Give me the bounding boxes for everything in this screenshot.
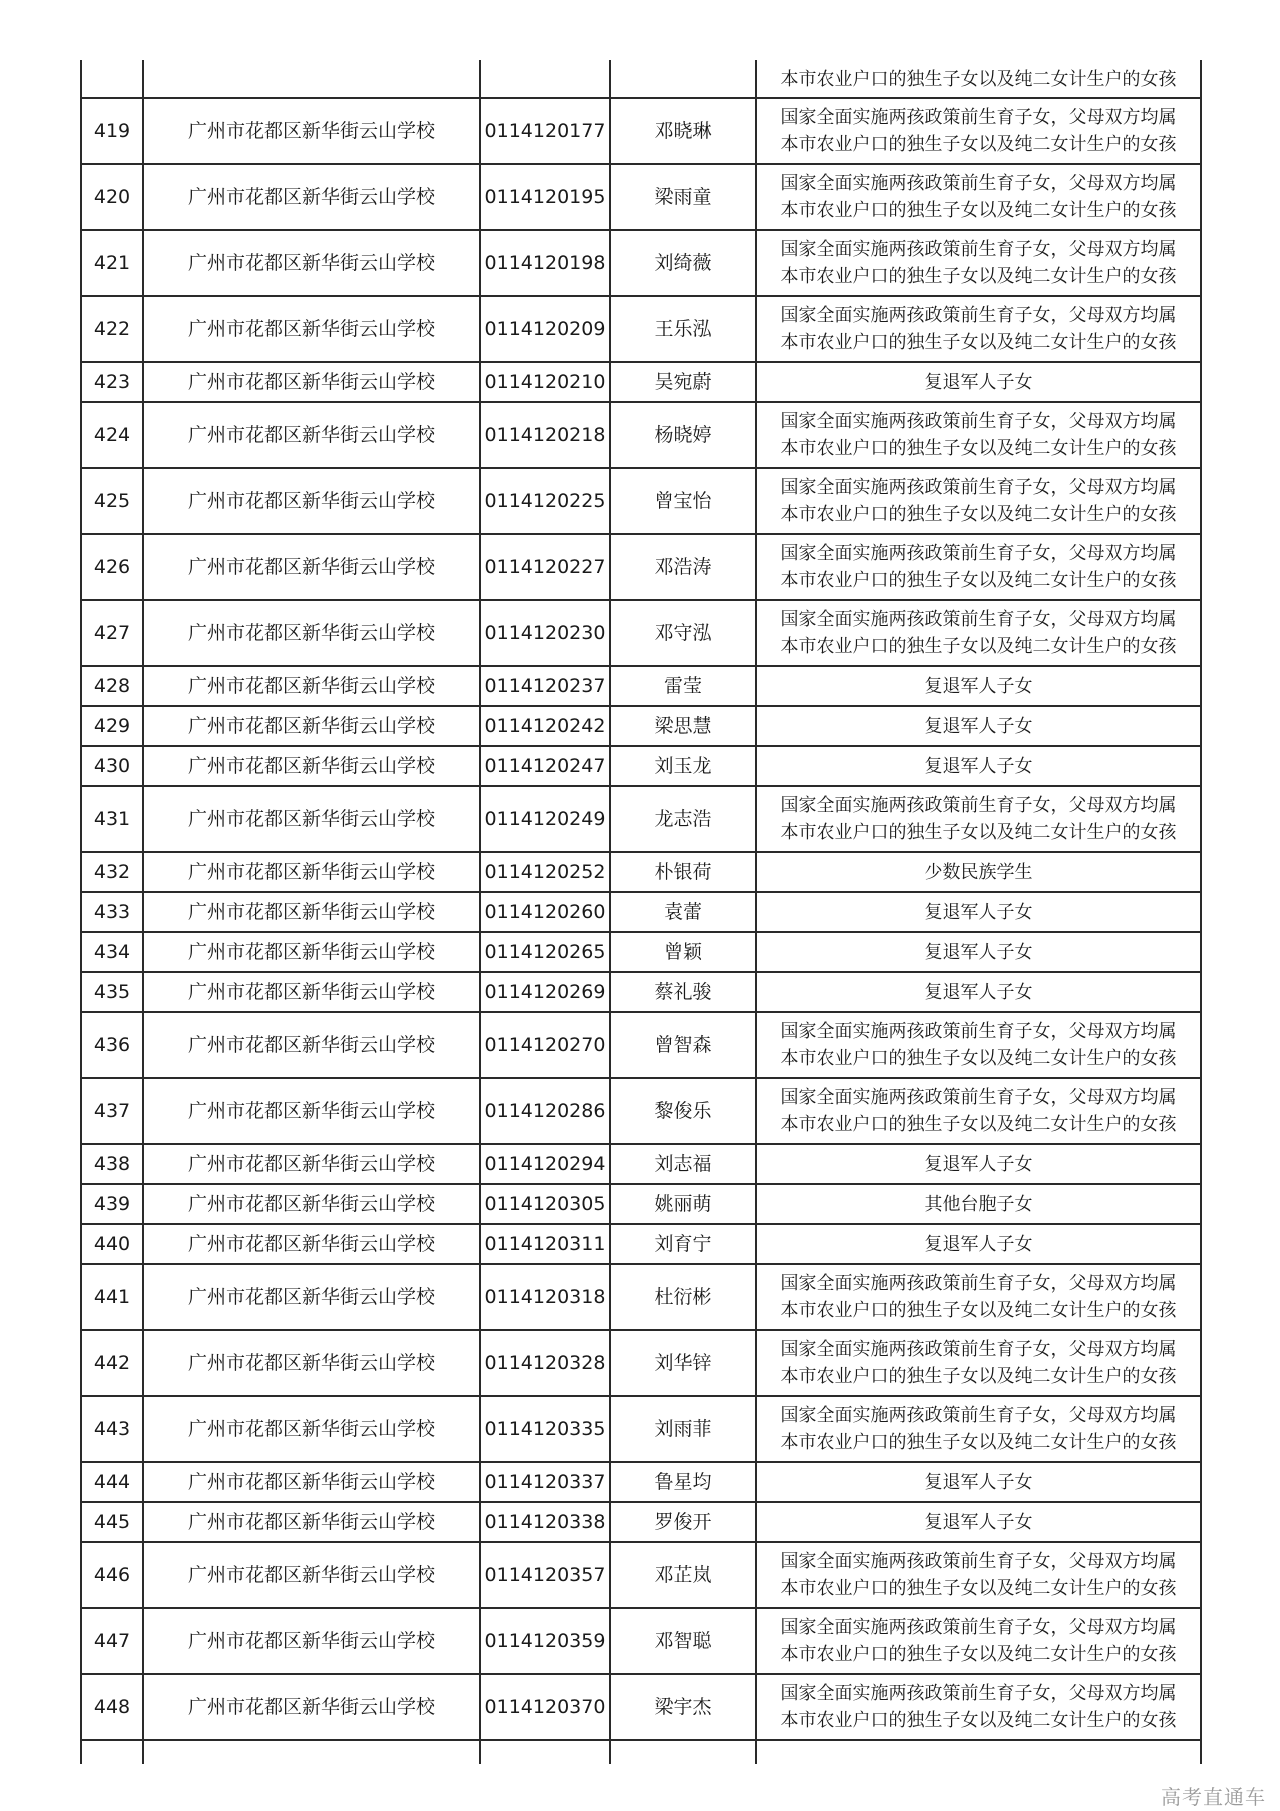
cell-category bbox=[756, 230, 1201, 296]
category-line: 本市农业户口的独生子女以及纯二女计生户的女孩 bbox=[780, 1644, 1177, 1665]
table-row bbox=[81, 164, 1201, 230]
cell-no: 438 bbox=[81, 1144, 143, 1184]
cell-school: 广州市花都区新华街云山学校 bbox=[143, 666, 480, 706]
cell-name: 曾宝怡 bbox=[610, 468, 756, 534]
cell-no: 426 bbox=[81, 534, 143, 600]
cell-no: 442 bbox=[81, 1330, 143, 1396]
category-line: 本市农业户口的独生子女以及纯二女计生户的女孩 bbox=[780, 822, 1177, 843]
cell-category bbox=[756, 600, 1201, 666]
cell-id: 0114120270 bbox=[480, 1012, 610, 1078]
watermark-text: 高考直通车 bbox=[1161, 1785, 1266, 1809]
category-line: 复退军人子女 bbox=[924, 1153, 1033, 1175]
cell-id: 0114120305 bbox=[480, 1184, 610, 1224]
cell-category bbox=[756, 1462, 1201, 1502]
category-line: 本市农业户口的独生子女以及纯二女计生户的女孩 bbox=[780, 69, 1177, 90]
cell-name: 鲁星均 bbox=[610, 1462, 756, 1502]
cell-category bbox=[756, 1224, 1201, 1264]
cell-no: 428 bbox=[81, 666, 143, 706]
table-row bbox=[81, 600, 1201, 666]
cell-name: 刘志福 bbox=[610, 1144, 756, 1184]
cell-category bbox=[756, 534, 1201, 600]
cell-category bbox=[756, 1740, 1201, 1764]
cell-school: 广州市花都区新华街云山学校 bbox=[143, 706, 480, 746]
table-row bbox=[81, 1674, 1201, 1740]
cell-id: 0114120210 bbox=[480, 362, 610, 402]
category-line: 本市农业户口的独生子女以及纯二女计生户的女孩 bbox=[780, 438, 1177, 459]
cell-category bbox=[756, 1542, 1201, 1608]
table-row bbox=[81, 468, 1201, 534]
cell-school: 广州市花都区新华街云山学校 bbox=[143, 892, 480, 932]
cell-school: 广州市花都区新华街云山学校 bbox=[143, 402, 480, 468]
table-row bbox=[81, 666, 1201, 706]
cell-no: 445 bbox=[81, 1502, 143, 1542]
cell-id: 0114120286 bbox=[480, 1078, 610, 1144]
category-line: 国家全面实施两孩政策前生育子女，父母双方均属 bbox=[780, 305, 1177, 326]
cell-category bbox=[756, 1144, 1201, 1184]
category-line: 本市农业户口的独生子女以及纯二女计生户的女孩 bbox=[780, 1578, 1177, 1599]
category-line: 复退军人子女 bbox=[924, 675, 1033, 697]
table-row bbox=[81, 1542, 1201, 1608]
cell-id: 0114120252 bbox=[480, 852, 610, 892]
category-line: 复退军人子女 bbox=[924, 1233, 1033, 1255]
cell-school bbox=[143, 60, 480, 98]
cell-no: 420 bbox=[81, 164, 143, 230]
category-line: 国家全面实施两孩政策前生育子女，父母双方均属 bbox=[780, 795, 1177, 816]
cell-school: 广州市花都区新华街云山学校 bbox=[143, 1330, 480, 1396]
cell-school: 广州市花都区新华街云山学校 bbox=[143, 1462, 480, 1502]
table-row bbox=[81, 706, 1201, 746]
table-row bbox=[81, 1502, 1201, 1542]
category-line: 国家全面实施两孩政策前生育子女，父母双方均属 bbox=[780, 239, 1177, 260]
cell-id: 0114120294 bbox=[480, 1144, 610, 1184]
cell-no: 441 bbox=[81, 1264, 143, 1330]
cell-category bbox=[756, 1330, 1201, 1396]
category-line: 本市农业户口的独生子女以及纯二女计生户的女孩 bbox=[780, 1366, 1177, 1387]
category-line: 本市农业户口的独生子女以及纯二女计生户的女孩 bbox=[780, 636, 1177, 657]
table-row bbox=[81, 402, 1201, 468]
cell-school: 广州市花都区新华街云山学校 bbox=[143, 468, 480, 534]
table-row bbox=[81, 786, 1201, 852]
category-line: 国家全面实施两孩政策前生育子女，父母双方均属 bbox=[780, 107, 1177, 128]
cell-no: 437 bbox=[81, 1078, 143, 1144]
category-line: 国家全面实施两孩政策前生育子女，父母双方均属 bbox=[780, 411, 1177, 432]
cell-school: 广州市花都区新华街云山学校 bbox=[143, 362, 480, 402]
category-line: 国家全面实施两孩政策前生育子女，父母双方均属 bbox=[780, 1087, 1177, 1108]
cell-id: 0114120198 bbox=[480, 230, 610, 296]
cell-name: 邓浩涛 bbox=[610, 534, 756, 600]
cell-id: 0114120337 bbox=[480, 1462, 610, 1502]
category-line: 本市农业户口的独生子女以及纯二女计生户的女孩 bbox=[780, 134, 1177, 155]
cell-id: 0114120335 bbox=[480, 1396, 610, 1462]
category-line: 本市农业户口的独生子女以及纯二女计生户的女孩 bbox=[780, 504, 1177, 525]
category-line: 复退军人子女 bbox=[924, 371, 1033, 393]
cell-no: 434 bbox=[81, 932, 143, 972]
cell-name: 梁思慧 bbox=[610, 706, 756, 746]
category-line: 国家全面实施两孩政策前生育子女，父母双方均属 bbox=[780, 1273, 1177, 1294]
cell-name: 刘雨菲 bbox=[610, 1396, 756, 1462]
table-row bbox=[81, 362, 1201, 402]
cell-id: 0114120209 bbox=[480, 296, 610, 362]
cell-no: 440 bbox=[81, 1224, 143, 1264]
cell-no: 433 bbox=[81, 892, 143, 932]
cell-name bbox=[610, 60, 756, 98]
cell-id: 0114120195 bbox=[480, 164, 610, 230]
cell-category bbox=[756, 296, 1201, 362]
category-line: 本市农业户口的独生子女以及纯二女计生户的女孩 bbox=[780, 1048, 1177, 1069]
category-line: 本市农业户口的独生子女以及纯二女计生户的女孩 bbox=[780, 332, 1177, 353]
cell-id: 0114120242 bbox=[480, 706, 610, 746]
category-line: 少数民族学生 bbox=[924, 861, 1033, 883]
cell-name: 曾颖 bbox=[610, 932, 756, 972]
cell-school: 广州市花都区新华街云山学校 bbox=[143, 1674, 480, 1740]
cell-name: 邓守泓 bbox=[610, 600, 756, 666]
cell-no: 430 bbox=[81, 746, 143, 786]
table-row-continued bbox=[81, 1740, 1201, 1764]
cell-category bbox=[756, 852, 1201, 892]
category-line: 本市农业户口的独生子女以及纯二女计生户的女孩 bbox=[780, 1300, 1177, 1321]
cell-name: 邓智聪 bbox=[610, 1608, 756, 1674]
cell-name: 刘育宁 bbox=[610, 1224, 756, 1264]
cell-category bbox=[756, 1264, 1201, 1330]
cell-no: 429 bbox=[81, 706, 143, 746]
cell-name: 杨晓婷 bbox=[610, 402, 756, 468]
category-line: 复退军人子女 bbox=[924, 981, 1033, 1003]
table-row bbox=[81, 892, 1201, 932]
category-line: 国家全面实施两孩政策前生育子女，父母双方均属 bbox=[780, 609, 1177, 630]
category-line: 本市农业户口的独生子女以及纯二女计生户的女孩 bbox=[780, 1710, 1177, 1731]
cell-id: 0114120311 bbox=[480, 1224, 610, 1264]
cell-category bbox=[756, 60, 1201, 98]
cell-id: 0114120218 bbox=[480, 402, 610, 468]
table-row bbox=[81, 98, 1201, 164]
cell-id: 0114120328 bbox=[480, 1330, 610, 1396]
cell-id: 0114120247 bbox=[480, 746, 610, 786]
cell-name: 罗俊开 bbox=[610, 1502, 756, 1542]
table-row bbox=[81, 1078, 1201, 1144]
category-line: 其他台胞子女 bbox=[924, 1193, 1033, 1215]
category-line: 国家全面实施两孩政策前生育子女，父母双方均属 bbox=[780, 1551, 1177, 1572]
category-line: 国家全面实施两孩政策前生育子女，父母双方均属 bbox=[780, 1405, 1177, 1426]
cell-school: 广州市花都区新华街云山学校 bbox=[143, 600, 480, 666]
cell-name: 刘玉龙 bbox=[610, 746, 756, 786]
table-row bbox=[81, 1608, 1201, 1674]
category-line: 国家全面实施两孩政策前生育子女，父母双方均属 bbox=[780, 477, 1177, 498]
cell-category bbox=[756, 932, 1201, 972]
cell-no: 431 bbox=[81, 786, 143, 852]
cell-category bbox=[756, 362, 1201, 402]
category-line: 本市农业户口的独生子女以及纯二女计生户的女孩 bbox=[780, 200, 1177, 221]
cell-name: 姚丽萌 bbox=[610, 1184, 756, 1224]
admission-list-table bbox=[80, 60, 1202, 1764]
cell-name: 邓芷岚 bbox=[610, 1542, 756, 1608]
category-line: 复退军人子女 bbox=[924, 1471, 1033, 1493]
cell-category bbox=[756, 786, 1201, 852]
category-line: 国家全面实施两孩政策前生育子女，父母双方均属 bbox=[780, 543, 1177, 564]
cell-name: 吴宛蔚 bbox=[610, 362, 756, 402]
category-line: 国家全面实施两孩政策前生育子女，父母双方均属 bbox=[780, 1339, 1177, 1360]
cell-name: 朴银荷 bbox=[610, 852, 756, 892]
category-line: 复退军人子女 bbox=[924, 941, 1033, 963]
cell-no: 448 bbox=[81, 1674, 143, 1740]
cell-id: 0114120265 bbox=[480, 932, 610, 972]
cell-school: 广州市花都区新华街云山学校 bbox=[143, 786, 480, 852]
cell-category bbox=[756, 468, 1201, 534]
category-line: 复退军人子女 bbox=[924, 755, 1033, 777]
cell-category bbox=[756, 746, 1201, 786]
cell-id: 0114120269 bbox=[480, 972, 610, 1012]
cell-no: 443 bbox=[81, 1396, 143, 1462]
cell-name: 黎俊乐 bbox=[610, 1078, 756, 1144]
cell-no: 425 bbox=[81, 468, 143, 534]
cell-id: 0114120227 bbox=[480, 534, 610, 600]
category-line: 本市农业户口的独生子女以及纯二女计生户的女孩 bbox=[780, 266, 1177, 287]
table-row bbox=[81, 972, 1201, 1012]
cell-name: 雷莹 bbox=[610, 666, 756, 706]
cell-category bbox=[756, 402, 1201, 468]
cell-category bbox=[756, 666, 1201, 706]
cell-school: 广州市花都区新华街云山学校 bbox=[143, 1542, 480, 1608]
cell-name: 刘绮薇 bbox=[610, 230, 756, 296]
category-line: 复退军人子女 bbox=[924, 901, 1033, 923]
cell-no: 419 bbox=[81, 98, 143, 164]
cell-category bbox=[756, 1078, 1201, 1144]
cell-name: 梁雨童 bbox=[610, 164, 756, 230]
cell-id: 0114120357 bbox=[480, 1542, 610, 1608]
table-row bbox=[81, 1184, 1201, 1224]
table-row bbox=[81, 1396, 1201, 1462]
cell-school: 广州市花都区新华街云山学校 bbox=[143, 1396, 480, 1462]
cell-school: 广州市花都区新华街云山学校 bbox=[143, 534, 480, 600]
cell-category bbox=[756, 1184, 1201, 1224]
cell-no: 423 bbox=[81, 362, 143, 402]
cell-no bbox=[81, 60, 143, 98]
cell-id bbox=[480, 60, 610, 98]
cell-school: 广州市花都区新华街云山学校 bbox=[143, 1144, 480, 1184]
cell-category bbox=[756, 1674, 1201, 1740]
cell-id: 0114120318 bbox=[480, 1264, 610, 1330]
category-line: 本市农业户口的独生子女以及纯二女计生户的女孩 bbox=[780, 570, 1177, 591]
table-row bbox=[81, 1144, 1201, 1184]
cell-school: 广州市花都区新华街云山学校 bbox=[143, 1224, 480, 1264]
cell-school: 广州市花都区新华街云山学校 bbox=[143, 932, 480, 972]
cell-category bbox=[756, 1502, 1201, 1542]
cell-id: 0114120260 bbox=[480, 892, 610, 932]
cell-category bbox=[756, 1012, 1201, 1078]
cell-name: 梁宇杰 bbox=[610, 1674, 756, 1740]
cell-no: 427 bbox=[81, 600, 143, 666]
table-row-continued bbox=[81, 60, 1201, 98]
cell-school: 广州市花都区新华街云山学校 bbox=[143, 1608, 480, 1674]
cell-no: 436 bbox=[81, 1012, 143, 1078]
cell-school: 广州市花都区新华街云山学校 bbox=[143, 1264, 480, 1330]
table-row bbox=[81, 1330, 1201, 1396]
cell-name bbox=[610, 1740, 756, 1764]
cell-id: 0114120359 bbox=[480, 1608, 610, 1674]
cell-no: 424 bbox=[81, 402, 143, 468]
cell-school: 广州市花都区新华街云山学校 bbox=[143, 164, 480, 230]
cell-id: 0114120230 bbox=[480, 600, 610, 666]
cell-category bbox=[756, 972, 1201, 1012]
category-line: 本市农业户口的独生子女以及纯二女计生户的女孩 bbox=[780, 1432, 1177, 1453]
cell-id bbox=[480, 1740, 610, 1764]
cell-id: 0114120338 bbox=[480, 1502, 610, 1542]
cell-no: 435 bbox=[81, 972, 143, 1012]
cell-id: 0114120370 bbox=[480, 1674, 610, 1740]
cell-school: 广州市花都区新华街云山学校 bbox=[143, 1012, 480, 1078]
cell-school: 广州市花都区新华街云山学校 bbox=[143, 746, 480, 786]
cell-name: 龙志浩 bbox=[610, 786, 756, 852]
cell-no: 422 bbox=[81, 296, 143, 362]
table-row bbox=[81, 1224, 1201, 1264]
cell-category bbox=[756, 98, 1201, 164]
cell-category bbox=[756, 706, 1201, 746]
category-line: 国家全面实施两孩政策前生育子女，父母双方均属 bbox=[780, 1683, 1177, 1704]
cell-name: 蔡礼骏 bbox=[610, 972, 756, 1012]
cell-id: 0114120177 bbox=[480, 98, 610, 164]
cell-school: 广州市花都区新华街云山学校 bbox=[143, 98, 480, 164]
cell-school: 广州市花都区新华街云山学校 bbox=[143, 1502, 480, 1542]
cell-school: 广州市花都区新华街云山学校 bbox=[143, 1184, 480, 1224]
table-body bbox=[81, 60, 1201, 1764]
cell-no: 447 bbox=[81, 1608, 143, 1674]
cell-id: 0114120249 bbox=[480, 786, 610, 852]
table-row bbox=[81, 1462, 1201, 1502]
cell-school: 广州市花都区新华街云山学校 bbox=[143, 972, 480, 1012]
cell-no: 432 bbox=[81, 852, 143, 892]
cell-no: 439 bbox=[81, 1184, 143, 1224]
category-line: 复退军人子女 bbox=[924, 1511, 1033, 1533]
cell-category bbox=[756, 164, 1201, 230]
cell-id: 0114120237 bbox=[480, 666, 610, 706]
table-row bbox=[81, 296, 1201, 362]
cell-no bbox=[81, 1740, 143, 1764]
table-row bbox=[81, 746, 1201, 786]
category-line: 国家全面实施两孩政策前生育子女，父母双方均属 bbox=[780, 173, 1177, 194]
cell-school bbox=[143, 1740, 480, 1764]
category-line: 国家全面实施两孩政策前生育子女，父母双方均属 bbox=[780, 1617, 1177, 1638]
table-row bbox=[81, 1264, 1201, 1330]
category-line: 本市农业户口的独生子女以及纯二女计生户的女孩 bbox=[780, 1114, 1177, 1135]
table-row bbox=[81, 852, 1201, 892]
cell-school: 广州市花都区新华街云山学校 bbox=[143, 1078, 480, 1144]
cell-category bbox=[756, 1608, 1201, 1674]
cell-name: 杜衍彬 bbox=[610, 1264, 756, 1330]
cell-name: 袁蕾 bbox=[610, 892, 756, 932]
cell-name: 王乐泓 bbox=[610, 296, 756, 362]
cell-no: 446 bbox=[81, 1542, 143, 1608]
category-line: 国家全面实施两孩政策前生育子女，父母双方均属 bbox=[780, 1021, 1177, 1042]
cell-id: 0114120225 bbox=[480, 468, 610, 534]
cell-name: 邓晓琳 bbox=[610, 98, 756, 164]
table-row bbox=[81, 1012, 1201, 1078]
cell-school: 广州市花都区新华街云山学校 bbox=[143, 296, 480, 362]
cell-name: 曾智森 bbox=[610, 1012, 756, 1078]
cell-category bbox=[756, 1396, 1201, 1462]
cell-school: 广州市花都区新华街云山学校 bbox=[143, 230, 480, 296]
cell-school: 广州市花都区新华街云山学校 bbox=[143, 852, 480, 892]
cell-no: 444 bbox=[81, 1462, 143, 1502]
table-row bbox=[81, 230, 1201, 296]
table-row bbox=[81, 534, 1201, 600]
cell-category bbox=[756, 892, 1201, 932]
cell-name: 刘华锌 bbox=[610, 1330, 756, 1396]
cell-no: 421 bbox=[81, 230, 143, 296]
table-row bbox=[81, 932, 1201, 972]
category-line: 复退军人子女 bbox=[924, 715, 1033, 737]
